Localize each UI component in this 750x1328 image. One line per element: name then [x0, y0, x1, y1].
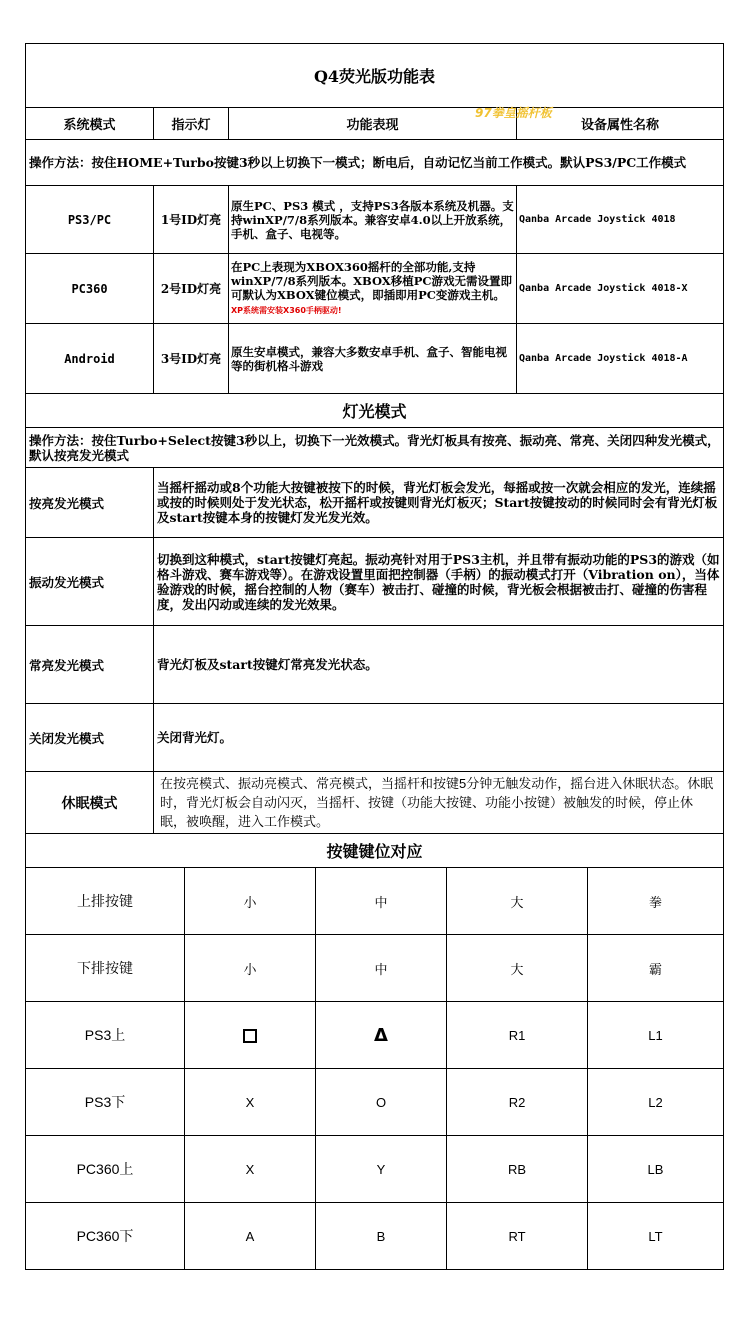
watermark-text: 97拳皇摇杆板: [475, 106, 552, 120]
mode-row: [26, 254, 724, 324]
mode-device: Qanba Arcade Joystick 4018-X: [517, 254, 724, 324]
key-mapping-table: [25, 867, 724, 1270]
key-row-label: PC360下: [26, 1203, 185, 1270]
key-cell: 小: [185, 868, 316, 935]
key-row-label: PC360上: [26, 1136, 185, 1203]
sleep-mode-name: 休眠模式: [26, 772, 154, 834]
key-cell: 中: [316, 935, 447, 1002]
key-cell: L1: [588, 1002, 724, 1069]
mode-device: Qanba Arcade Joystick 4018-A: [517, 324, 724, 394]
light-mode-row: [26, 468, 724, 538]
light-mode-name: 按亮发光模式: [26, 468, 154, 538]
light-mode-row: [26, 538, 724, 626]
light-mode-name: 常亮发光模式: [26, 626, 154, 704]
key-row-label: PS3上: [26, 1002, 185, 1069]
key-cell: A: [185, 1203, 316, 1270]
light-mode-table: [25, 393, 724, 868]
mode-device: Qanba Arcade Joystick 4018: [517, 186, 724, 254]
key-cell: 拳: [588, 868, 724, 935]
light-mode-desc: 切换到这种模式，start按键灯亮起。振动亮针对用于PS3主机，并且带有振动功能的PS3的游戏（如格斗游戏、赛车游戏等）。在游戏设置里面把控制器（手柄）的振动模式打开（Vibration on），当体验游戏的时候，摇台控制的人物（赛车）被击打、碰撞的时候，背光板会根据被击打、碰撞的伤害程度，发出闪动或连续的发光效果。: [154, 538, 724, 626]
light-section-title: 灯光模式: [26, 394, 724, 428]
mode-led: 2号ID灯亮: [154, 254, 229, 324]
square-symbol-icon: [243, 1029, 257, 1043]
key-cell: RT: [447, 1203, 588, 1270]
key-cell: B: [316, 1203, 447, 1270]
mode-name: PS3/PC: [26, 186, 154, 254]
sleep-mode-desc: 在按亮模式、振动亮模式、常亮模式，当摇杆和按键5分钟无触发动作，摇台进入休眠状态。休眠时，背光灯板会自动闪灭，当摇杆、按键（功能大按键、功能小按键）被触发的时候，停止休眠，被唤醒，进入工作模式。: [154, 772, 724, 834]
sleep-mode-row: [26, 772, 724, 834]
light-mode-desc: 关闭背光灯。: [154, 704, 724, 772]
system-mode-note: 操作方法：按住HOME+Turbo按键3秒以上切换下一模式；断电后，自动记忆当前工作模式。默认PS3/PC工作模式: [26, 140, 724, 186]
mode-row: [26, 324, 724, 394]
key-cell: R1: [447, 1002, 588, 1069]
driver-warning: XP系统需安装X360手柄驱动!: [231, 305, 342, 315]
key-cell: [316, 1002, 447, 1069]
key-row-label: 上排按键: [26, 868, 185, 935]
header-mode: 系统模式: [26, 108, 154, 140]
key-section-title: 按键键位对应: [26, 834, 724, 868]
key-row-label: PS3下: [26, 1069, 185, 1136]
key-row: [26, 868, 724, 935]
key-cell: 中: [316, 868, 447, 935]
mode-name: PC360: [26, 254, 154, 324]
header-led: 指示灯: [154, 108, 229, 140]
key-cell: LT: [588, 1203, 724, 1270]
key-cell: L2: [588, 1069, 724, 1136]
key-cell: O: [316, 1069, 447, 1136]
mode-function: 原生安卓模式，兼容大多数安卓手机、盒子、智能电视等的街机格斗游戏: [229, 324, 517, 394]
mode-led: 3号ID灯亮: [154, 324, 229, 394]
key-cell: 大: [447, 868, 588, 935]
key-row: [26, 1203, 724, 1270]
mode-led: 1号ID灯亮: [154, 186, 229, 254]
key-cell: R2: [447, 1069, 588, 1136]
header-function: 功能表现: [229, 108, 517, 140]
header-device: [475, 106, 724, 140]
mode-function-text: 在PC上表现为XBOX360摇杆的全部功能,支持winXP/7/8系列版本。XBOX移植PC游戏无需设置即可默认为XBOX键位模式，即插即用PC变游戏主机。: [231, 259, 512, 302]
key-row: [26, 1136, 724, 1203]
system-mode-table: [25, 43, 724, 394]
key-cell: [185, 1002, 316, 1069]
light-mode-note: 操作方法：按住Turbo+Select按键3秒以上，切换下一光效模式。背光灯板具有按亮、振动亮、常亮、关闭四种发光模式，默认按亮发光模式: [26, 428, 724, 468]
key-cell: 大: [447, 935, 588, 1002]
key-cell: X: [185, 1136, 316, 1203]
key-cell: Y: [316, 1136, 447, 1203]
header-device-label: 设备属性名称: [581, 118, 660, 133]
light-mode-row: [26, 626, 724, 704]
light-mode-desc: 背光灯板及start按键灯常亮发光状态。: [154, 626, 724, 704]
key-cell: 小: [185, 935, 316, 1002]
key-cell: LB: [588, 1136, 724, 1203]
mode-function: 原生PC、PS3 模式 ，支持PS3各版本系统及机器。支持winXP/7/8系列版本。兼容安卓4.0以上开放系统，手机、盒子、电视等。: [229, 186, 517, 254]
key-row: [26, 1069, 724, 1136]
mode-name: Android: [26, 324, 154, 394]
triangle-symbol-icon: Δ: [374, 1024, 388, 1046]
light-mode-row: [26, 704, 724, 772]
mode-row: [26, 186, 724, 254]
light-mode-desc: 当摇杆摇动或8个功能大按键被按下的时候，背光灯板会发光，每摇或按一次就会相应的发光，连续摇或按的时候则处于发光状态，松开摇杆或按键则背光灯板灭；Start按键按动的时候同时会有背光灯板及start按键本身的按键灯发光发光效。: [154, 468, 724, 538]
mode-function: [229, 254, 517, 324]
light-mode-name: 关闭发光模式: [26, 704, 154, 772]
light-mode-name: 振动发光模式: [26, 538, 154, 626]
key-cell: X: [185, 1069, 316, 1136]
key-row-label: 下排按键: [26, 935, 185, 1002]
function-table-sheet: [25, 43, 723, 1270]
page-title: Q4荧光版功能表: [26, 44, 724, 108]
key-row: [26, 935, 724, 1002]
key-row: [26, 1002, 724, 1069]
key-cell: 霸: [588, 935, 724, 1002]
key-cell: RB: [447, 1136, 588, 1203]
